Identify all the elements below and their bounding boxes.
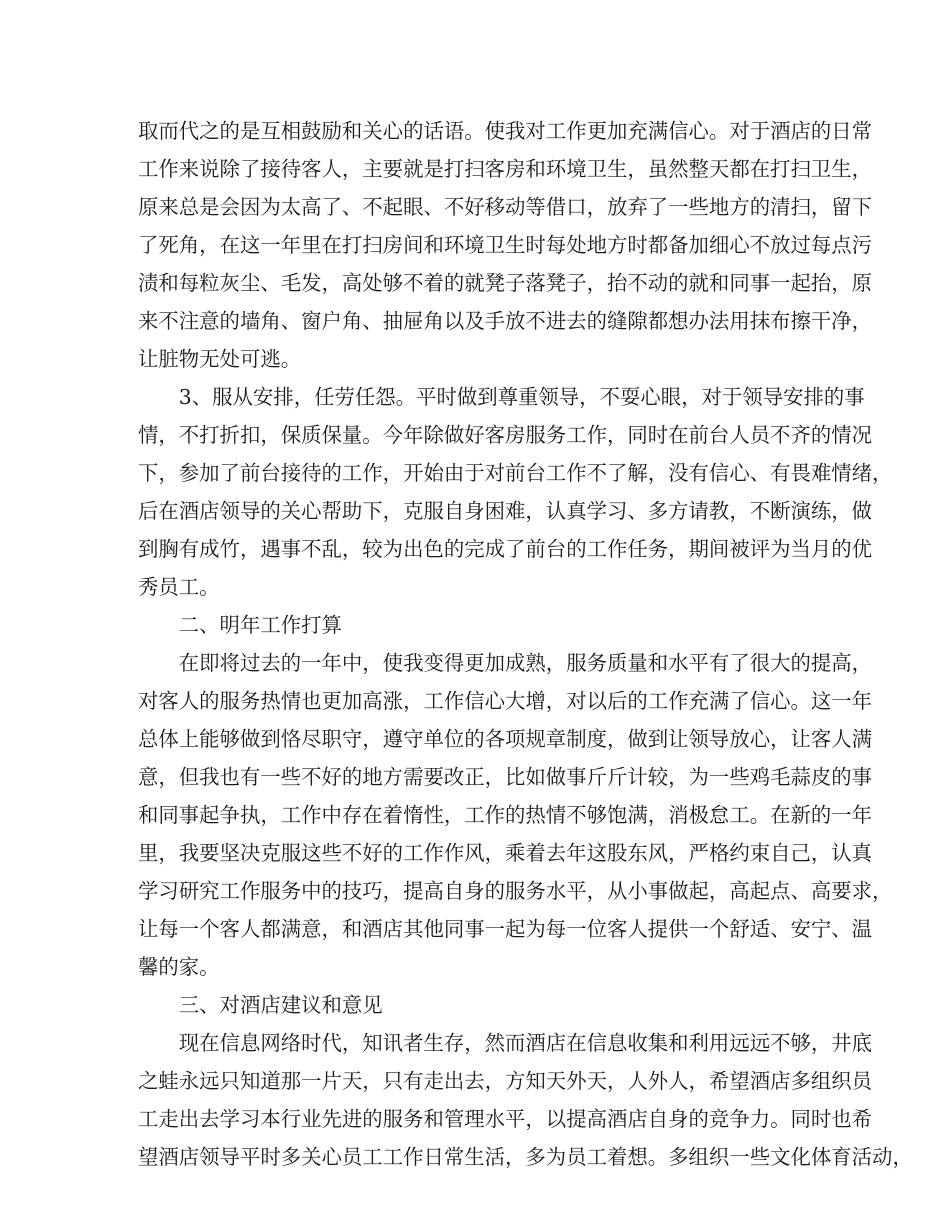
text-line: 学习研究工作服务中的技巧，提高自身的服务水平，从小事做起，高起点、高要求， <box>138 879 893 903</box>
text-line: 秀员工。 <box>138 575 220 599</box>
section-heading-suggestions <box>138 986 821 1024</box>
text-line: 情，不打折扣，保质保量。今年除做好客房服务工作，同时在前台人员不齐的情况 <box>138 423 873 447</box>
paragraph-suggestions <box>138 1024 913 1176</box>
text-line: 总体上能够做到恪尽职守，遵守单位的各项规章制度，做到让领导放心，让客人满 <box>138 727 873 751</box>
paragraph-obey-arrangements <box>138 378 893 606</box>
text-line: 了死角，在这一年里在打扫房间和环境卫生时每处地方时都备加细心不放过每点污 <box>138 233 873 257</box>
text-line: 到胸有成竹，遇事不乱，较为出色的完成了前台的工作任务，期间被评为当月的优 <box>138 537 873 561</box>
text-line: 和同事起争执，工作中存在着惰性，工作的热情不够饱满，消极怠工。在新的一年 <box>138 803 873 827</box>
text-line: 让每一个客人都满意，和酒店其他同事一起为每一位客人提供一个舒适、安宁、温 <box>138 917 873 941</box>
text-line: 3、服从安排，任劳任怨。平时做到尊重领导，不耍心眼，对于领导安排的事 <box>138 385 865 409</box>
text-line: 馨的家。 <box>138 955 220 979</box>
text-line: 现在信息网络时代，知讯者生存，然而酒店在信息收集和利用远远不够，井底 <box>138 1031 873 1055</box>
text-line: 对客人的服务热情也更加高涨，工作信心大增，对以后的工作充满了信心。这一年 <box>138 689 873 713</box>
document-page <box>138 112 913 1176</box>
text-line: 原来总是会因为太高了、不起眼、不好移动等借口，放弃了一些地方的清扫，留下 <box>138 195 873 219</box>
text-line: 后在酒店领导的关心帮助下，克服自身困难，认真学习、多方请教，不断演练，做 <box>138 499 873 523</box>
section-heading-next-year-plan <box>138 606 821 644</box>
text-line: 意，但我也有一些不好的地方需要改正，比如做事斤斤计较，为一些鸡毛蒜皮的事 <box>138 765 873 789</box>
paragraph-next-year-plan <box>138 644 893 986</box>
text-line: 望酒店领导平时多关心员工工作日常生活，多为员工着想。多组织一些文化体育活动， <box>138 1145 913 1169</box>
paragraph-cleaning-details <box>138 112 873 378</box>
text-line: 在即将过去的一年中，使我变得更加成熟，服务质量和水平有了很大的提高， <box>138 651 873 675</box>
text-line: 里，我要坚决克服这些不好的工作作风，乘着去年这股东风，严格约束自己，认真 <box>138 841 873 865</box>
text-line: 让脏物无处可逃。 <box>138 347 302 371</box>
text-line: 来不注意的墙角、窗户角、抽屉角以及手放不进去的缝隙都想办法用抹布擦干净， <box>138 309 873 333</box>
section-heading: 二、明年工作打算 <box>138 613 342 637</box>
text-line: 工作来说除了接待客人，主要就是打扫客房和环境卫生，虽然整天都在打扫卫生， <box>138 157 873 181</box>
text-line: 下，参加了前台接待的工作，开始由于对前台工作不了解，没有信心、有畏难情绪， <box>138 461 893 485</box>
text-line: 之蛙永远只知道那一片天，只有走出去，方知天外天，人外人，希望酒店多组织员 <box>138 1069 873 1093</box>
text-line: 取而代之的是互相鼓励和关心的话语。使我对工作更加充满信心。对于酒店的日常 <box>138 119 873 143</box>
text-line: 工走出去学习本行业先进的服务和管理水平，以提高酒店自身的竞争力。同时也希 <box>138 1107 873 1131</box>
section-heading: 三、对酒店建议和意见 <box>138 993 383 1017</box>
text-line: 渍和每粒灰尘、毛发，高处够不着的就凳子落凳子，抬不动的就和同事一起抬，原 <box>138 271 873 295</box>
